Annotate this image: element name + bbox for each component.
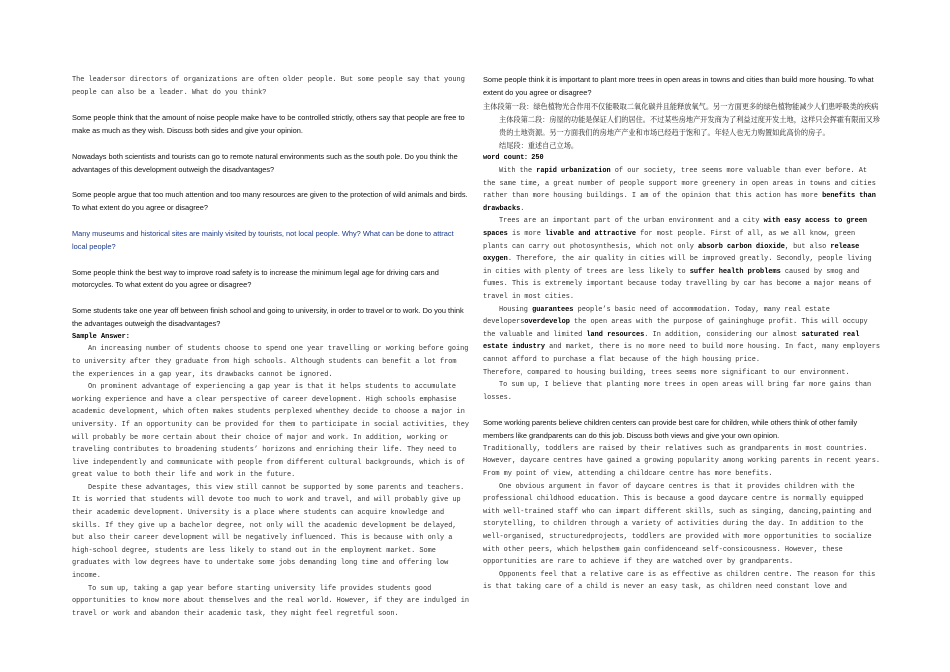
keyphrase: absorb carbon dioxide bbox=[698, 242, 785, 251]
question-museums: Many museums and historical sites are mainly visited by tourists, not local people. Why? What can be done to attract local people? bbox=[72, 228, 454, 251]
left-column bbox=[72, 0, 470, 620]
keyphrase: overdevelop bbox=[524, 318, 570, 327]
question-remote-environments: Nowadays both scientists and tourists can go to remote natural environments such as the south pole. Do you think the advantages of this development outweigh the disadvantages? bbox=[72, 151, 458, 174]
right-column bbox=[483, 0, 883, 594]
outline-conclusion: 结尾段：重述自己立场。 bbox=[499, 141, 579, 151]
question-noise: Some people think that the amount of noise people make have to be controlled strictly, others say that people are free to make as much as they wish. Discuss both sides and give your opinion. bbox=[72, 113, 465, 135]
keyphrase: with easy access to green spaces bbox=[483, 217, 868, 238]
essay-paragraph-trees: Trees are an important part of the urban environment and a city with easy access to green spaces is more livable and attractive for most people. First of all, as we all know, green plants can carry out photosynthesis, which not only absorb carbon dioxide, but also release oxygen. Therefore, the air quality in cities will be improved greatly. Secondly, people living in cities with plenty of trees are less likely to suffer health problems caused by smog and fumes. This is extremely important because today travelling by car has become a major means of travel in most cities. bbox=[483, 217, 872, 301]
childcare-paragraph-daycare: One obvious argument in favor of daycare centres is that it provides children with the professional childhood education. This is because a good daycare centre is normally equipped with well-trained staff who can impart different skills, such as singing, dancing,painting and storytelling, to children through a variety of activities during the day. In addition to the well-organised, structuredprojects, toddlers are provided with more opportunities to socialize with other peers, which helpsthem gain confidenceand self-consicousness. However, these opportunities are rare to achieve if they are watched over by grandparents. bbox=[483, 482, 872, 567]
question-trees-housing: Some people think it is important to plant more trees in open areas in towns and cities than build more housing. To what extent do you agree or disagree? bbox=[483, 75, 874, 97]
keyphrase: saturated real estate industry bbox=[483, 330, 860, 352]
outline-body-one: 主体段第一段：绿色植物光合作用不仅能吸取二氧化碳并且能释放氧气。另一方面更多的绿色植物能减少人们患呼吸类的疾病 bbox=[483, 101, 879, 111]
essay-paragraph-therefore: Therefore，compared to housing building, trees seems more significant to our environment. bbox=[483, 368, 850, 377]
keyphrase: suffer health problems bbox=[689, 267, 781, 276]
question-road-safety: Some people think the best way to improve road safety is to increase the minimum legal age for driving cars and motorcycles. To what extent do you agree or disagree? bbox=[72, 267, 439, 290]
question-childcare: Some working parents believe children centers can provide best care for children, while others think of other family members like grandparents can do this job. Discuss both views and give your own opinion. bbox=[483, 418, 858, 441]
answer-paragraph-intro: An increasing number of students choose to spend one year travelling or working before going to university after they graduate from high schools. Although students can benefit a lot from the experiences in a gap year, its drawbacks cannot be ignored. bbox=[72, 345, 469, 379]
essay-paragraph-conclusion: To sum up, I believe that planting more trees in open areas will bring far more gains than losses. bbox=[483, 381, 872, 402]
keyphrase: livable and attractive bbox=[545, 229, 637, 238]
keyphrase: rapid urbanization bbox=[536, 167, 611, 175]
essay-paragraph-housing: Housing guarantees people’s basic need of accommodation. Today, many real estate developersoverdevelop the open areas with the purpose of gaininghuge profit. This will occupy the valuable and limited land resources. In addition, considering our almost saturated real estate industry and market, there is no more need to build more housing. In fact, many employers cannot afford to purchase a flat because of the high housing price. bbox=[483, 305, 880, 364]
childcare-paragraph-opponents: Opponents feel that a relative care is as effective as children centre. The reason for this is that taking care of a child is never an easy task, as children need constant love and bbox=[483, 570, 876, 592]
answer-paragraph-conclusion: To sum up, taking a gap year before starting university life provides students good opportunities to know more about themselves and the real world. However, if they are indulged in travel or work and abandon their academic task, they might feel regretful soon. bbox=[72, 584, 469, 618]
sample-answer-label: Sample Answer: bbox=[72, 332, 130, 341]
essay-paragraph-intro: With the rapid urbanization of our society, tree seems more valuable than ever before. At the same time, a great number of people support more greenery in open areas in towns and cities rather than more housing buildings. I am of the opinion that this action has more benefits than drawbacks. bbox=[483, 167, 876, 213]
answer-paragraph-disadvantages: Despite these advantages, this view still cannot be supported by some parents and teachers. It is worried that students will devote too much to work and travel, and will probably give up their academic development. University is a place where students can acquire knowledge and skills. If they give up a bachelor degree, not only will the academic development be delayed, but also their career development will be negatively influenced. This is because with only a high-school degree, students are less likely to stand out in the employment market. Some graduates with low degrees have to undertake some jobs demanding long time and offering low income. bbox=[72, 483, 465, 581]
keyphrase: land resources bbox=[586, 330, 645, 339]
keyphrase: benefits than drawbacks bbox=[483, 192, 876, 213]
keyphrase: release oxygen bbox=[483, 242, 860, 264]
question-wild-animals: Some people argue that too much attention and too many resources are given to the protection of wild animals and birds. To what extent do you agree or disagree? bbox=[72, 190, 468, 213]
keyphrase: guarantees bbox=[532, 305, 574, 314]
answer-paragraph-advantages: On prominent advantage of experiencing a gap year is that it helps students to accumulate working experience and have a clear perspective of career development. High schools emphasise academic development, which often makes students perplexed whenthey decide to choose a major in university. If an opportunity can be provided for them to participate in social activities, they will probably be more certain about their choice of major and work. In addition, working or traveling contributes to broadening students’ horizons and enriching their life. They need to live independently and communicate with people from different cultural backgrounds, which is of great value to both their life and work in the future. bbox=[72, 383, 469, 480]
childcare-paragraph-intro: Traditionally, toddlers are raised by their relatives such as grandparents in most countries. However, daycare centres have gained a growing popularity among working parents in recent years. From my point of view, attending a childcare centre has more benefits. bbox=[483, 444, 880, 479]
question-gap-year: Some students take one year off between finish school and going to university, in order to travel or to work. Do you think the advantages outweigh the disadvantages? bbox=[72, 306, 464, 328]
question-leaders: The leadersor directors of organizations are often older people. But some people say that young people can also be a leader. What do you think? bbox=[72, 76, 465, 97]
outline-body-two: 主体段第二段：房屋的功能是保证人们的居住。不过某些房地产开发商为了利益过度开发土地，这样只会挥霍有限而又珍贵的土地资源。另一方面我们的房地产产业和市场已经趋于饱和了。年轻人也无力购置如此高价的房子。 bbox=[499, 114, 880, 137]
word-count: word count：250 bbox=[483, 154, 544, 163]
